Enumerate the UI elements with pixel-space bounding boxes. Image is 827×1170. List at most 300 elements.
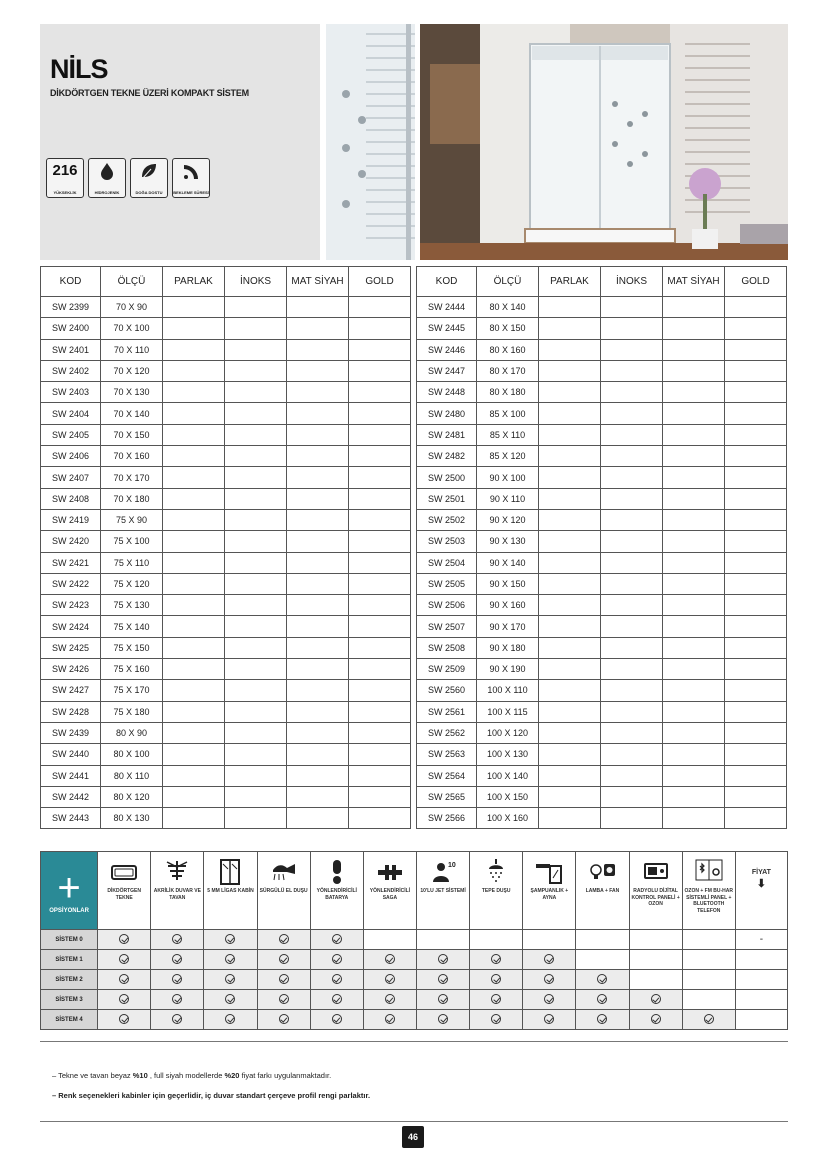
product-size: 75 X 160 xyxy=(101,659,163,680)
price-cell xyxy=(601,595,663,616)
price-cell xyxy=(725,595,787,616)
option-included-cell xyxy=(204,930,257,950)
price-cell xyxy=(225,552,287,573)
option-included-cell xyxy=(363,1010,416,1030)
price-cell xyxy=(663,808,725,829)
product-code: SW 2561 xyxy=(417,701,477,722)
price-cell xyxy=(539,744,601,765)
price-cell xyxy=(287,424,349,445)
feature-label: YÜKSEKLİK xyxy=(53,190,77,195)
table-row xyxy=(41,424,411,445)
option-included-cell xyxy=(310,1010,363,1030)
note-text: , full siyah modellerde xyxy=(147,1071,225,1080)
price-cell xyxy=(287,509,349,530)
check-icon xyxy=(438,1014,448,1024)
check-icon xyxy=(544,994,554,1004)
check-icon xyxy=(225,954,235,964)
product-size: 80 X 180 xyxy=(477,382,539,403)
footer-divider xyxy=(40,1121,788,1122)
col-kod: KOD xyxy=(41,267,101,297)
price-cell xyxy=(725,573,787,594)
table-row xyxy=(417,488,787,509)
price-cell xyxy=(225,446,287,467)
table-row xyxy=(417,637,787,658)
valve-icon xyxy=(375,858,405,886)
price-cell xyxy=(725,339,787,360)
option-col-radio-panel xyxy=(629,852,682,930)
price-cell xyxy=(725,552,787,573)
check-icon xyxy=(438,954,448,964)
table-row xyxy=(41,744,411,765)
price-cell xyxy=(725,701,787,722)
shelf-mirror-icon xyxy=(534,858,564,886)
note-bold: %10 xyxy=(132,1071,148,1080)
option-empty-cell xyxy=(576,930,629,950)
product-code: SW 2562 xyxy=(417,722,477,743)
price-cell xyxy=(725,659,787,680)
product-code: SW 2407 xyxy=(41,467,101,488)
product-code: SW 2505 xyxy=(417,573,477,594)
price-cell xyxy=(539,360,601,381)
table-row xyxy=(417,382,787,403)
table-row xyxy=(417,573,787,594)
option-col-tub xyxy=(98,852,151,930)
price-cell xyxy=(663,446,725,467)
price-cell xyxy=(163,339,225,360)
option-col-shelf-mirror xyxy=(523,852,576,930)
price-cell xyxy=(663,403,725,424)
product-code: SW 2501 xyxy=(417,488,477,509)
product-code: SW 2507 xyxy=(417,616,477,637)
option-included-cell xyxy=(523,990,576,1010)
product-code: SW 2400 xyxy=(41,318,101,339)
product-code: SW 2408 xyxy=(41,488,101,509)
price-cell xyxy=(725,403,787,424)
check-icon xyxy=(172,934,182,944)
option-included-cell xyxy=(151,950,204,970)
product-size: 80 X 120 xyxy=(101,786,163,807)
price-cell xyxy=(349,339,411,360)
price-cell xyxy=(287,446,349,467)
price-cell xyxy=(287,403,349,424)
price-cell xyxy=(663,786,725,807)
option-label: DİKDÖRTGEN TEKNE xyxy=(107,888,142,901)
feature-eco xyxy=(130,158,168,198)
price-cell xyxy=(601,659,663,680)
table-row xyxy=(417,531,787,552)
price-cell xyxy=(663,467,725,488)
table-row xyxy=(41,360,411,381)
product-code: SW 2427 xyxy=(41,680,101,701)
check-icon xyxy=(332,934,342,944)
table-header-row xyxy=(41,267,411,297)
price-cell xyxy=(287,616,349,637)
product-size: 85 X 110 xyxy=(477,424,539,445)
height-number: 216 xyxy=(52,162,78,179)
price-cell xyxy=(663,744,725,765)
price-cell xyxy=(225,595,287,616)
price-cell xyxy=(601,446,663,467)
option-col-lamp-fan xyxy=(576,852,629,930)
price-cell xyxy=(225,424,287,445)
price-cell xyxy=(663,573,725,594)
price-cell xyxy=(287,531,349,552)
check-icon xyxy=(279,954,289,964)
price-cell xyxy=(601,786,663,807)
price-cell xyxy=(663,360,725,381)
price-cell xyxy=(349,424,411,445)
price-cell xyxy=(163,531,225,552)
price-cell xyxy=(163,509,225,530)
price-cell xyxy=(539,488,601,509)
product-size: 80 X 160 xyxy=(477,339,539,360)
price-cell xyxy=(601,573,663,594)
check-icon xyxy=(491,954,501,964)
price-cell xyxy=(287,786,349,807)
price-cell xyxy=(349,765,411,786)
price-cell xyxy=(725,637,787,658)
option-included-cell xyxy=(151,930,204,950)
product-size: 100 X 140 xyxy=(477,765,539,786)
product-code: SW 2442 xyxy=(41,786,101,807)
option-included-cell xyxy=(523,1010,576,1030)
table-row xyxy=(417,446,787,467)
table-row xyxy=(41,595,411,616)
option-included-cell xyxy=(310,990,363,1010)
check-icon xyxy=(597,974,607,984)
check-icon xyxy=(172,994,182,1004)
table-row xyxy=(41,722,411,743)
note-text: – Tekne ve tavan beyaz xyxy=(52,1071,133,1080)
product-size: 80 X 100 xyxy=(101,744,163,765)
price-cell xyxy=(539,595,601,616)
price-cell xyxy=(225,488,287,509)
product-size: 90 X 120 xyxy=(477,509,539,530)
price-cell xyxy=(287,552,349,573)
price-cell xyxy=(349,297,411,318)
table-row xyxy=(417,403,787,424)
price-cell xyxy=(725,424,787,445)
product-size: 70 X 170 xyxy=(101,467,163,488)
option-empty-cell xyxy=(523,930,576,950)
product-size: 70 X 140 xyxy=(101,403,163,424)
option-empty-cell xyxy=(363,930,416,950)
price-cell xyxy=(225,722,287,743)
price-cell xyxy=(725,680,787,701)
price-cell xyxy=(349,360,411,381)
product-size: 80 X 150 xyxy=(477,318,539,339)
option-col-hand-shower xyxy=(257,852,310,930)
product-code: SW 2424 xyxy=(41,616,101,637)
system-price xyxy=(735,950,787,970)
product-code: SW 2419 xyxy=(41,509,101,530)
price-cell xyxy=(163,616,225,637)
check-icon xyxy=(225,1014,235,1024)
check-icon xyxy=(119,994,129,1004)
table-row xyxy=(417,744,787,765)
option-col-acrylic xyxy=(151,852,204,930)
option-label: ŞAMPUANLIK + AYNA xyxy=(530,888,569,901)
check-icon xyxy=(119,954,129,964)
options-title: OPSİYONLAR xyxy=(49,907,89,914)
price-cell xyxy=(539,403,601,424)
price-cell xyxy=(725,531,787,552)
product-code: SW 2401 xyxy=(41,339,101,360)
check-icon xyxy=(491,974,501,984)
product-photo-bathroom xyxy=(420,24,788,260)
acrylic-icon xyxy=(162,858,192,886)
price-cell xyxy=(163,808,225,829)
product-size: 80 X 110 xyxy=(101,765,163,786)
col-gold: GOLD xyxy=(725,267,787,297)
option-included-cell xyxy=(416,1010,469,1030)
price-cell xyxy=(663,765,725,786)
product-code: SW 2406 xyxy=(41,446,101,467)
product-size: 70 X 110 xyxy=(101,339,163,360)
price-cell xyxy=(725,744,787,765)
table-row xyxy=(41,786,411,807)
price-cell xyxy=(163,595,225,616)
price-cell xyxy=(349,382,411,403)
product-size: 70 X 150 xyxy=(101,424,163,445)
product-size: 75 X 90 xyxy=(101,509,163,530)
option-included-cell xyxy=(416,950,469,970)
price-cell xyxy=(225,382,287,403)
product-code: SW 2426 xyxy=(41,659,101,680)
product-code: SW 2509 xyxy=(417,659,477,680)
table-row xyxy=(417,701,787,722)
price-cell xyxy=(225,403,287,424)
table-row xyxy=(41,637,411,658)
note-bold: %20 xyxy=(224,1071,240,1080)
table-row xyxy=(41,765,411,786)
option-label: LAMBA + FAN xyxy=(585,888,620,894)
product-size: 90 X 130 xyxy=(477,531,539,552)
price-cell xyxy=(601,382,663,403)
price-cell xyxy=(725,786,787,807)
notes-divider-top xyxy=(40,1041,788,1042)
system-row xyxy=(41,970,788,990)
product-size: 75 X 180 xyxy=(101,701,163,722)
price-cell xyxy=(163,403,225,424)
price-cell xyxy=(725,467,787,488)
radio-panel-icon xyxy=(641,858,671,886)
price-cell xyxy=(225,573,287,594)
table-row xyxy=(417,595,787,616)
product-code: SW 2503 xyxy=(417,531,477,552)
notes xyxy=(52,1066,370,1106)
option-label: OZON + FM BU-HAR SİSTEMLİ PANEL + BLUETOOTH TELEFON xyxy=(684,888,733,914)
option-col-bluetooth-panel xyxy=(682,852,735,930)
price-cell xyxy=(725,446,787,467)
option-included-cell xyxy=(363,970,416,990)
product-code: SW 2421 xyxy=(41,552,101,573)
price-cell xyxy=(663,552,725,573)
product-size: 75 X 100 xyxy=(101,531,163,552)
price-cell xyxy=(601,403,663,424)
price-cell xyxy=(287,488,349,509)
price-cell xyxy=(163,786,225,807)
table-row xyxy=(417,552,787,573)
check-icon xyxy=(225,934,235,944)
table-row xyxy=(41,403,411,424)
price-label: FİYAT xyxy=(751,869,771,876)
price-cell xyxy=(287,467,349,488)
feature-badges xyxy=(46,158,210,198)
system-name: SİSTEM 1 xyxy=(41,950,98,970)
price-cell xyxy=(663,659,725,680)
option-empty-cell xyxy=(629,970,682,990)
price-cell xyxy=(539,808,601,829)
price-cell xyxy=(225,637,287,658)
check-icon xyxy=(544,1014,554,1024)
product-code: SW 2440 xyxy=(41,744,101,765)
price-cell xyxy=(163,722,225,743)
price-cell xyxy=(225,531,287,552)
product-code: SW 2428 xyxy=(41,701,101,722)
product-size: 100 X 110 xyxy=(477,680,539,701)
table-row xyxy=(41,659,411,680)
check-icon xyxy=(225,974,235,984)
option-included-cell xyxy=(257,1010,310,1030)
product-size: 90 X 100 xyxy=(477,467,539,488)
check-icon xyxy=(279,934,289,944)
price-cell xyxy=(349,744,411,765)
price-cell xyxy=(539,722,601,743)
col-gold: GOLD xyxy=(349,267,411,297)
price-cell xyxy=(725,722,787,743)
brand-subtitle: DİKDÖRTGEN TEKNE ÜZERİ KOMPAKT SİSTEM xyxy=(50,88,249,98)
product-size: 100 X 150 xyxy=(477,786,539,807)
product-code: SW 2563 xyxy=(417,744,477,765)
price-cell xyxy=(287,722,349,743)
col-parlak: PARLAK xyxy=(539,267,601,297)
price-cell xyxy=(601,467,663,488)
price-cell xyxy=(225,318,287,339)
product-size: 80 X 170 xyxy=(477,360,539,381)
price-cell xyxy=(601,765,663,786)
option-included-cell xyxy=(682,1010,735,1030)
option-included-cell xyxy=(257,990,310,1010)
table-header-row xyxy=(417,267,787,297)
price-cell xyxy=(163,659,225,680)
price-cell xyxy=(663,509,725,530)
price-cell xyxy=(601,509,663,530)
options-title-cell xyxy=(41,852,98,930)
table-row xyxy=(41,552,411,573)
product-code: SW 2420 xyxy=(41,531,101,552)
product-code: SW 2502 xyxy=(417,509,477,530)
price-cell xyxy=(287,637,349,658)
col-mat-siyah: MAT SİYAH xyxy=(663,267,725,297)
col-mat-siyah: MAT SİYAH xyxy=(287,267,349,297)
price-cell xyxy=(539,573,601,594)
option-included-cell xyxy=(629,1010,682,1030)
option-empty-cell xyxy=(470,930,523,950)
check-icon xyxy=(119,934,129,944)
price-cell xyxy=(539,552,601,573)
product-size: 75 X 110 xyxy=(101,552,163,573)
options-matrix xyxy=(40,851,788,1030)
price-cell xyxy=(349,722,411,743)
check-icon xyxy=(491,994,501,1004)
check-icon xyxy=(491,1014,501,1024)
product-code: SW 2404 xyxy=(41,403,101,424)
price-cell xyxy=(163,446,225,467)
option-included-cell xyxy=(98,1010,151,1030)
price-cell xyxy=(287,595,349,616)
check-icon xyxy=(438,994,448,1004)
option-label: SÜRGÜLÜ EL DUŞU xyxy=(259,888,308,894)
product-size: 70 X 120 xyxy=(101,360,163,381)
price-cell xyxy=(163,318,225,339)
price-cell xyxy=(725,765,787,786)
price-cell xyxy=(601,722,663,743)
product-size: 90 X 110 xyxy=(477,488,539,509)
brand-title: NİLS xyxy=(50,54,108,84)
price-cell xyxy=(287,808,349,829)
feature-label: DOĞA DOSTU xyxy=(135,190,163,195)
price-table-left xyxy=(40,266,411,829)
product-size: 75 X 170 xyxy=(101,680,163,701)
price-cell xyxy=(539,531,601,552)
option-included-cell xyxy=(576,970,629,990)
product-size: 100 X 160 xyxy=(477,808,539,829)
option-included-cell xyxy=(576,990,629,1010)
price-cell xyxy=(163,744,225,765)
product-code: SW 2405 xyxy=(41,424,101,445)
table-row xyxy=(417,680,787,701)
price-cell xyxy=(663,297,725,318)
price-cell xyxy=(287,573,349,594)
option-included-cell xyxy=(151,990,204,1010)
price-cell xyxy=(601,701,663,722)
page-number: 46 xyxy=(402,1126,424,1148)
lamp-fan-icon xyxy=(587,858,617,886)
option-included-cell xyxy=(523,950,576,970)
price-cell xyxy=(349,403,411,424)
price-cell xyxy=(163,552,225,573)
option-included-cell xyxy=(416,970,469,990)
price-cell xyxy=(539,424,601,445)
price-cell xyxy=(725,382,787,403)
price-cell xyxy=(163,297,225,318)
note-bold: iç duvar standart çerçeve profil rengi parlaktır. xyxy=(205,1091,371,1100)
product-code: SW 2444 xyxy=(417,297,477,318)
table-row xyxy=(417,360,787,381)
option-col-valve xyxy=(363,852,416,930)
table-row xyxy=(417,722,787,743)
price-cell xyxy=(163,680,225,701)
option-empty-cell xyxy=(629,950,682,970)
table-row xyxy=(417,318,787,339)
option-included-cell xyxy=(470,950,523,970)
check-icon xyxy=(279,994,289,1004)
price-cell xyxy=(287,339,349,360)
price-cell xyxy=(349,531,411,552)
option-empty-cell xyxy=(682,990,735,1010)
price-cell xyxy=(163,360,225,381)
table-row xyxy=(41,509,411,530)
check-icon xyxy=(597,994,607,1004)
table-row xyxy=(41,573,411,594)
check-icon xyxy=(544,954,554,964)
product-code: SW 2480 xyxy=(417,403,477,424)
price-cell xyxy=(287,360,349,381)
check-icon xyxy=(332,1014,342,1024)
product-code: SW 2439 xyxy=(41,722,101,743)
price-cell xyxy=(663,339,725,360)
